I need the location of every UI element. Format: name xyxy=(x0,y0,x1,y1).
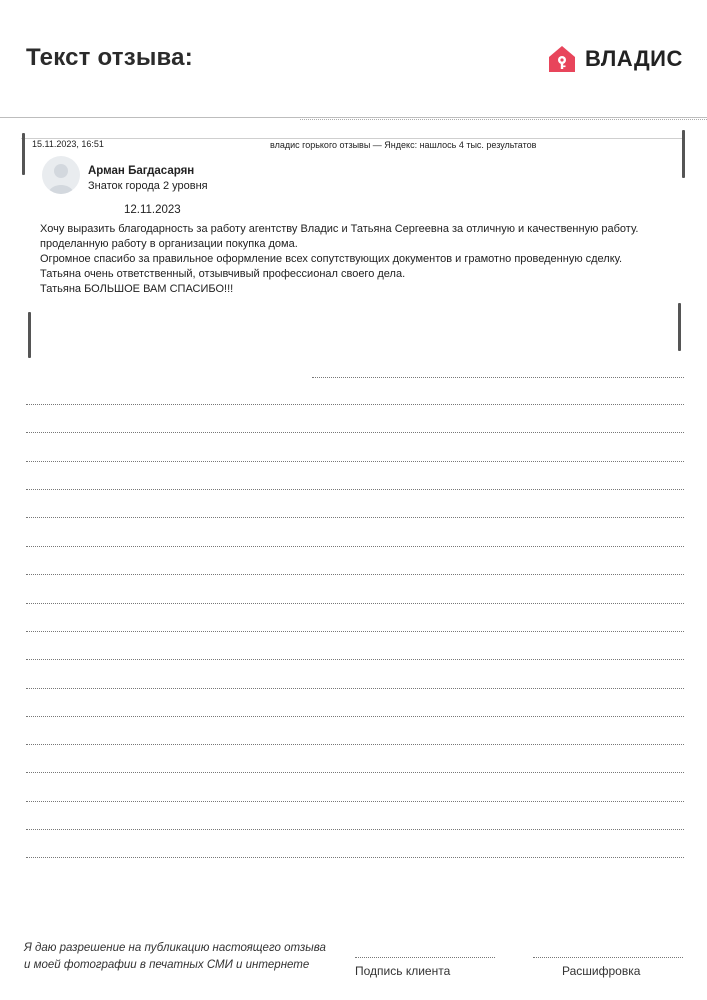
consent-statement xyxy=(24,940,326,974)
review-paragraph: Татьяна БОЛЬШОЕ ВАМ СПАСИБО!!! xyxy=(40,283,234,295)
writing-line xyxy=(26,432,684,433)
writing-line xyxy=(26,517,684,518)
writing-line xyxy=(26,801,684,802)
consent-line: и моей фотографии в печатных СМИ и интернете xyxy=(24,959,310,971)
writing-line xyxy=(26,461,684,462)
house-key-icon xyxy=(547,44,577,74)
writing-line xyxy=(312,377,684,378)
transcript-line xyxy=(533,957,683,958)
binder-mark-right-mid xyxy=(678,303,681,351)
binder-mark-right-top xyxy=(682,130,685,178)
review-paragraph: Хочу выразить благодарность за работу агентству Владис и Татьяна Сергеевна за отличную и качественную работу. проделанную работу в организации покупка дома. xyxy=(40,223,639,250)
writing-line xyxy=(26,546,684,547)
binder-mark-left-mid xyxy=(28,312,31,358)
scan-top-border xyxy=(21,138,685,139)
writing-line xyxy=(26,631,684,632)
writing-line xyxy=(26,829,684,830)
author-name: Арман Багдасарян xyxy=(88,165,195,177)
print-page-title: владис горького отзывы — Яндекс: нашлось 4 тыс. результатов xyxy=(270,140,537,150)
writing-line xyxy=(26,404,684,405)
header-divider-dotted xyxy=(300,119,707,120)
transcript-label: Расшифровка xyxy=(562,964,641,978)
writing-line xyxy=(26,772,684,773)
writing-line xyxy=(26,489,684,490)
writing-line xyxy=(26,688,684,689)
writing-line xyxy=(26,857,684,858)
page-title: Текст отзыва: xyxy=(26,44,193,71)
binder-mark-left-top xyxy=(22,133,25,175)
writing-line xyxy=(26,574,684,575)
signature-line xyxy=(355,957,495,958)
review-text xyxy=(40,222,670,297)
avatar xyxy=(42,156,80,194)
logo-text: ВЛАДИС xyxy=(585,46,683,71)
user-icon xyxy=(42,156,80,194)
signature-label: Подпись клиента xyxy=(355,964,451,978)
consent-line: Я даю разрешение на публикацию настоящего отзыва xyxy=(24,942,326,954)
writing-line xyxy=(26,603,684,604)
author-level: Знаток города 2 уровня xyxy=(88,180,208,192)
writing-line xyxy=(26,659,684,660)
writing-line xyxy=(26,744,684,745)
brand-logo xyxy=(547,44,683,74)
print-timestamp: 15.11.2023, 16:51 xyxy=(32,139,104,149)
review-paragraph: Огромное спасибо за правильное оформление всех сопутствующих документов и грамотно проведенную сделку. xyxy=(40,253,623,265)
header-divider xyxy=(0,117,707,118)
writing-line xyxy=(26,716,684,717)
review-date: 12.11.2023 xyxy=(124,204,181,216)
review-paragraph: Татьяна очень ответственный, отзывчивый профессионал своего дела. xyxy=(40,268,406,280)
